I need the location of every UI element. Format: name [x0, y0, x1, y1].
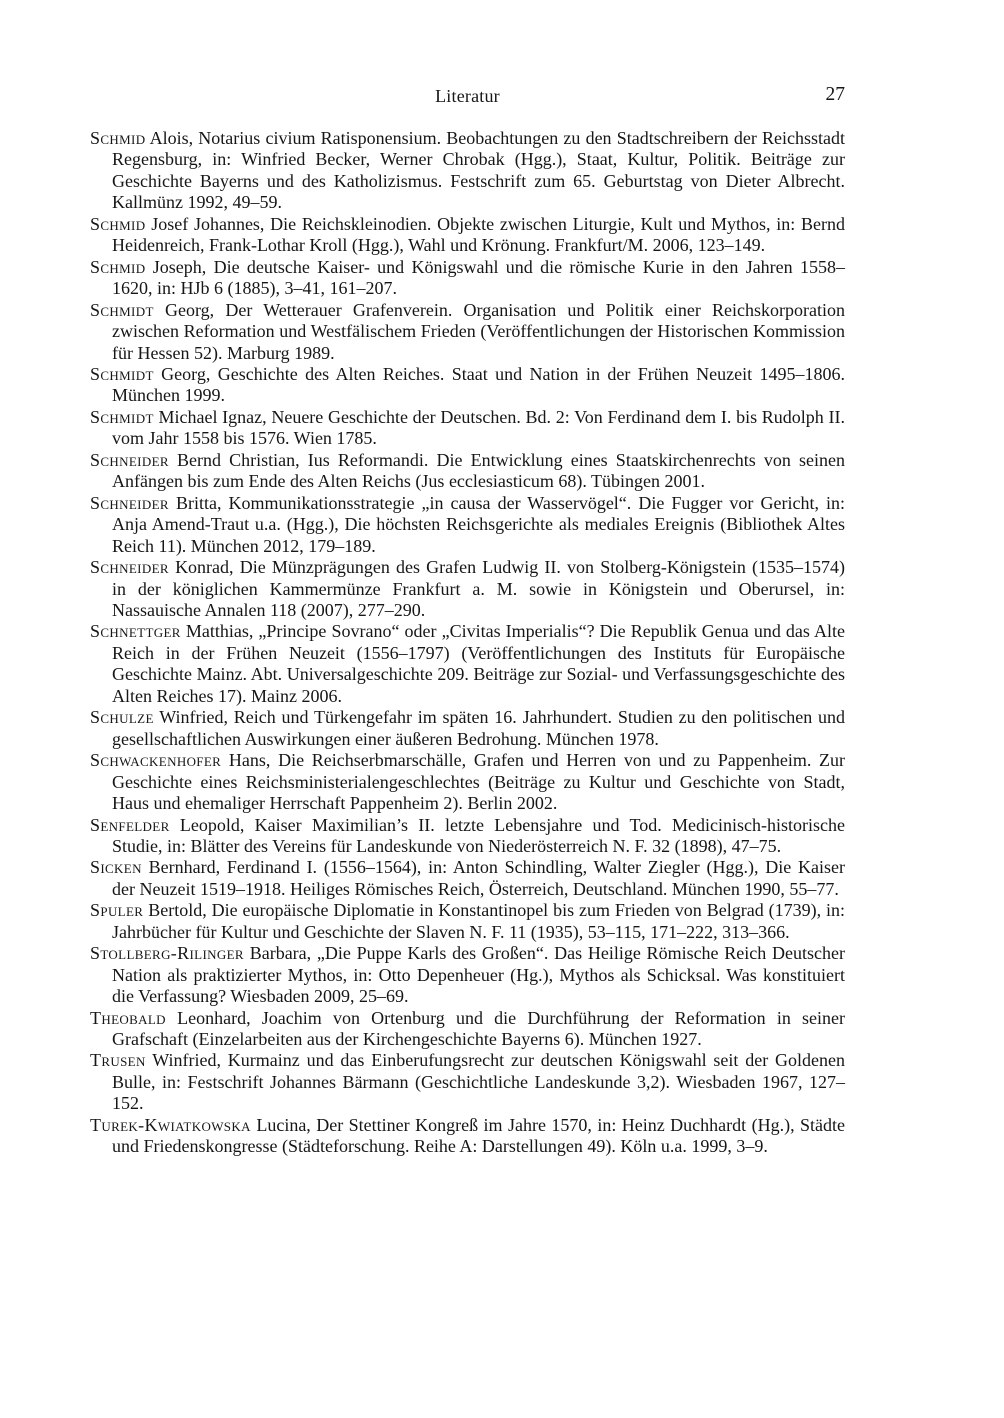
bibliography-entry [90, 943, 845, 1007]
entry-text: Konrad, Die Münzprägungen des Grafen Ludwig II. von Stolberg-Königstein (1535–1574) in der königlichen Kammermünze Frankfurt a. M. sowie in Königstein und Oberursel, in: Nassauische Annalen 118 (2007), 277–290. [112, 557, 846, 620]
author-name: Schmidt [90, 406, 154, 427]
entry-text: Leonhard, Joachim von Ortenburg und die Durchführung der Reformation in seiner Grafschaft (Einzelarbeiten aus der Kirchengeschichte Bayerns 6). München 1927. [112, 1007, 846, 1050]
entry-text: Leopold, Kaiser Maximilian’s II. letzte Lebensjahre und Tod. Medicinisch-historische Studie, in: Blätter des Vereins für Landeskunde von Niederösterreich N. F. 32 (1898), 47–75. [112, 814, 845, 856]
bibliography-entry [90, 257, 845, 300]
bibliography-list [90, 128, 845, 1158]
running-head [90, 85, 845, 107]
bibliography-entry [90, 364, 845, 407]
author-name: Theobald [90, 1007, 166, 1028]
author-name: Schneider [90, 449, 169, 470]
author-name: Schmidt [90, 363, 154, 384]
entry-text: Winfried, Reich und Türkengefahr im späten 16. Jahrhundert. Studien zu den politischen und gesellschaftlichen Auswirkungen einer äußeren Bedrohung. München 1978. [112, 707, 845, 749]
bibliography-entry [90, 1008, 845, 1051]
bibliography-entry [90, 300, 845, 364]
bibliography-entry [90, 450, 845, 493]
entry-text: Hans, Die Reichserbmarschälle, Grafen und Herren von und zu Pappenheim. Zur Geschichte eines Reichsministerialengeschlechtes (Beiträge zu Kultur und Geschichte von Stadt, Haus und ehemaliger Herrschaft Pappenheim 2). Berlin 2002. [112, 750, 846, 814]
entry-text: Joseph, Die deutsche Kaiser- und Königswahl und die römische Kurie in den Jahren 1558–1620, in: HJb 6 (1885), 3–41, 161–207. [112, 256, 845, 299]
author-name: Spuler [90, 900, 144, 921]
entry-text: Lucina, Der Stettiner Kongreß im Jahre 1570, in: Heinz Duchhardt (Hg.), Städte und Friedenskongresse (Städteforschung. Reihe A: Darstellungen 49). Köln u.a. 1999, 3–9. [112, 1114, 846, 1157]
entry-text: Georg, Der Wetterauer Grafenverein. Organisation und Politik einer Reichskorporation zwischen Reformation und Westfälischem Frieden (Veröffentlichungen der Historischen Kommission für Hessen 52). Marburg 1989. [112, 299, 845, 363]
author-name: Schmidt [90, 299, 154, 320]
bibliography-entry [90, 900, 845, 943]
bibliography-entry [90, 750, 845, 814]
bibliography-entry [90, 707, 845, 750]
author-name: Schwackenhofer [90, 750, 222, 771]
author-name: Trusen [90, 1050, 146, 1071]
book-page [90, 0, 845, 1158]
author-name: Senfelder [90, 814, 170, 835]
entry-text: Britta, Kommunikationsstrategie „in causa der Wasservögel“. Die Fugger vor Gericht, in: Anja Amend-Traut u.a. (Hgg.), Die höchsten Reichsgerichte als mediales Ereignis (Bibliothek Altes Reich 11). München 2012, 179–189. [112, 492, 846, 556]
author-name: Schmid [90, 213, 146, 234]
bibliography-entry [90, 857, 845, 900]
author-name: Sicken [90, 857, 142, 878]
bibliography-entry [90, 407, 845, 450]
page-number: 27 [825, 84, 845, 105]
entry-text: Bernhard, Ferdinand I. (1556–1564), in: Anton Schindling, Walter Ziegler (Hgg.), Die Kaiser der Neuzeit 1519–1918. Heiliges Römisches Reich, Österreich, Deutschland. München 1990, 55–77. [112, 857, 846, 899]
page-title: Literatur [435, 86, 500, 106]
author-name: Schneider [90, 557, 169, 578]
author-name: Schmid [90, 256, 146, 277]
bibliography-entry [90, 1050, 845, 1114]
entry-text: Georg, Geschichte des Alten Reiches. Staat und Nation in der Frühen Neuzeit 1495–1806. München 1999. [112, 363, 845, 406]
entry-text: Matthias, „Principe Sovrano“ oder „Civitas Imperialis“? Die Republik Genua und das Alte Reich in der Frühen Neuzeit (1556–1797) (Veröffentlichungen des Instituts für Europäische Geschichte Mainz. Abt. Universalgeschichte 209. Beiträge zur Sozial- und Verfassungsgeschichte des Alten Reiches 17). Mainz 2006. [112, 621, 845, 706]
entry-text: Michael Ignaz, Neuere Geschichte der Deutschen. Bd. 2: Von Ferdinand dem I. bis Rudolph II. vom Jahr 1558 bis 1576. Wien 1785. [112, 406, 845, 449]
entry-text: Josef Johannes, Die Reichskleinodien. Objekte zwischen Liturgie, Kult und Mythos, in: Bernd Heidenreich, Frank-Lothar Kroll (Hgg.), Wahl und Krönung. Frankfurt/M. 2006, 123–149. [112, 213, 845, 256]
entry-text: Winfried, Kurmainz und das Einberufungsrecht zur deutschen Königswahl seit der Goldenen Bulle, in: Festschrift Johannes Bärmann (Geschichtliche Landeskunde 3,2). Wiesbaden 1967, 127–152. [112, 1050, 845, 1114]
entry-text: Alois, Notarius civium Ratisponensium. Beobachtungen zu den Stadtschreibern der Reichsstadt Regensburg, in: Winfried Becker, Werner Chrobak (Hgg.), Staat, Kultur, Politik. Beiträge zur Geschichte Bayerns und des Katholizismus. Festschrift zum 65. Geburtstag von Dieter Albrecht. Kallmünz 1992, 49–59. [112, 128, 845, 213]
entry-text: Bertold, Die europäische Diplomatie in Konstantinopel bis zum Frieden von Belgrad (1739), in: Jahrbücher für Kultur und Geschichte der Slaven N. F. 11 (1935), 53–115, 171–222, 313–366. [112, 900, 846, 942]
bibliography-entry [90, 214, 845, 257]
author-name: Schnettger [90, 621, 181, 642]
bibliography-entry [90, 493, 845, 557]
author-name: Stollberg-Rilinger [90, 943, 244, 964]
bibliography-entry [90, 815, 845, 858]
bibliography-entry [90, 1115, 845, 1158]
author-name: Schneider [90, 492, 169, 513]
entry-text: Bernd Christian, Ius Reformandi. Die Entwicklung eines Staatskirchenrechts von seinen Anfängen bis zum Ende des Alten Reichs (Jus ecclesiasticum 68). Tübingen 2001. [112, 449, 845, 492]
author-name: Schmid [90, 128, 146, 148]
bibliography-entry [90, 128, 845, 214]
author-name: Schulze [90, 707, 154, 728]
entry-text: Barbara, „Die Puppe Karls des Großen“. Das Heilige Römische Reich Deutscher Nation als praktizierter Mythos, in: Otto Depenheuer (Hg.), Mythos als Schicksal. Was konstituiert die Verfassung? Wiesbaden 2009, 25–69. [112, 943, 846, 1007]
author-name: Turek-Kwiatkowska [90, 1114, 251, 1135]
bibliography-entry [90, 621, 845, 707]
bibliography-entry [90, 557, 845, 621]
